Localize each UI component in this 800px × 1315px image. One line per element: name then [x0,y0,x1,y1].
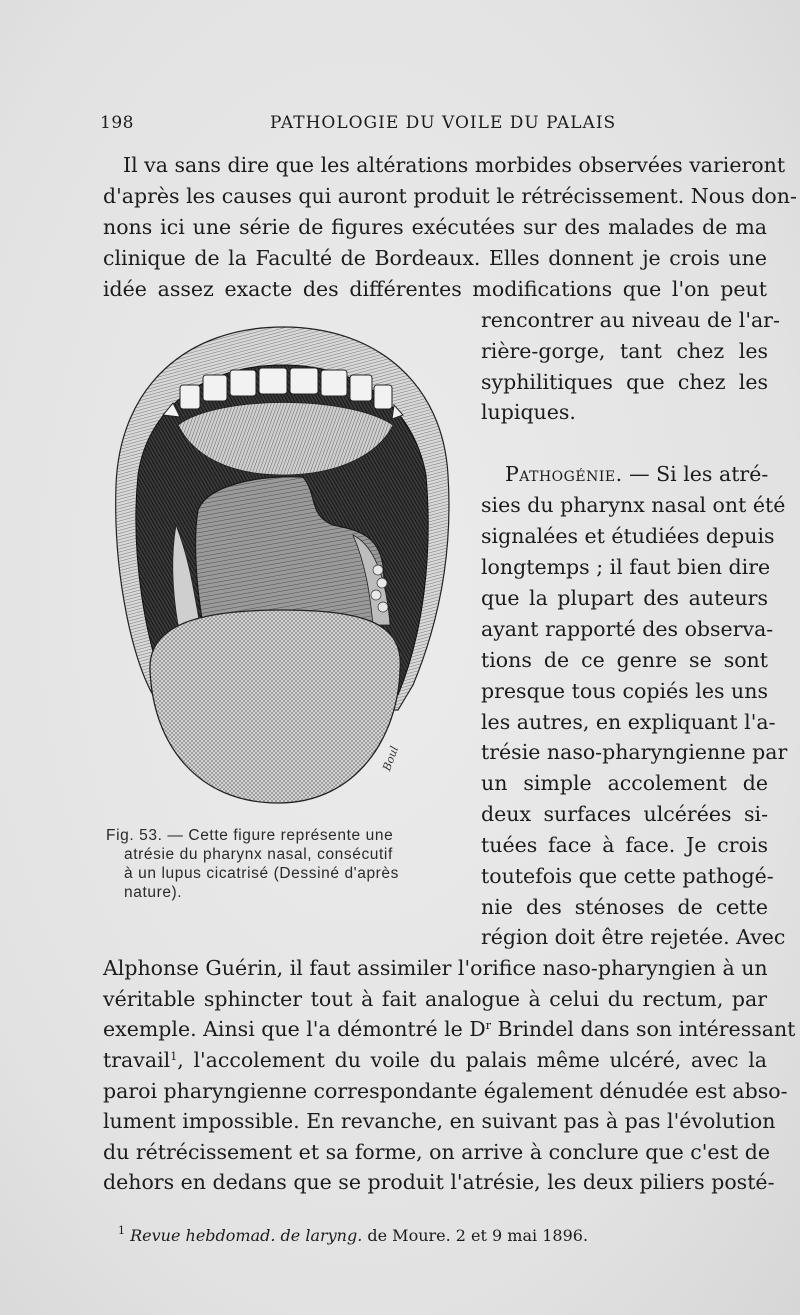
text-line: trésie naso-pharyngienne par [481,740,788,764]
text-line: longtemps ; il faut bien dire [481,555,771,579]
text-line: les autres, en expliquant l'a- [481,710,776,734]
figure-caption: Fig. 53. — Cette figure représente une atrésie du pharynx nasal, consécutif à un lupus cicatrisé (Dessiné d'après nature). [106,827,400,901]
text-line: région doit être rejetée. Avec [481,925,786,949]
mouth-illustration [108,325,458,805]
text-line: tions de ce genre se sont [481,648,768,672]
text-line: lument impossible. En revanche, en suivant pas à pas l'évolution [103,1109,776,1133]
text-line: clinique de la Faculté de Bordeaux. Elles donnent je crois une [103,246,767,270]
text-line: exemple. Ainsi que l'a démontré le $D^r$ Brindel dans son intéressant [103,1017,796,1041]
text-line: un simple accolement de [481,771,768,795]
text-line: rencontrer au niveau de l'ar- [481,308,780,332]
text-line: nons ici une série de figures exécutées sur des malades de ma [103,215,767,239]
text-line: que la plupart des auteurs [481,586,768,610]
text-line: travail$^1$, l'accolement du voile du palais même ulcéré, avec la [103,1048,767,1072]
text-line: toutefois que cette pathogé- [481,864,774,888]
text-line: ayant rapporté des observa- [481,617,774,641]
text-line: syphilitiques que chez les [481,370,768,394]
footnote: $^1$ Revue hebdomad. de laryng. de Moure. 2 et 9 mai 1896. [118,1224,589,1245]
running-title: PATHOLOGIE DU VOILE DU PALAIS [270,113,617,133]
text-line: presque tous copiés les uns [481,679,768,703]
text-line: véritable sphincter tout à fait analogue à celui du rectum, par [103,987,767,1011]
text-line: d'après les causes qui auront produit le rétrécissement. Nous don- [103,184,797,208]
text-line: rière-gorge, tant chez les [481,339,768,363]
section-heading-line: Pathogénie. — Si les atré- [505,462,769,486]
artist-signature: Boul [380,744,402,773]
text-line: paroi pharyngienne correspondante également dénudée est abso- [103,1079,788,1103]
text-line: idée assez exacte des différentes modifications que l'on peut [103,277,767,301]
text-line: tuées face à face. Je crois [481,833,768,857]
text-line: signalées et étudiées depuis [481,524,775,548]
text-line: nie des sténoses de cette [481,895,768,919]
footnote-reference: 1 [170,1050,178,1063]
text-line: dehors en dedans que se produit l'atrésie, les deux piliers posté- [103,1170,775,1194]
text-line: Il va sans dire que les altérations morbides observées varieront [123,153,786,177]
section-heading: Pathogénie. [505,462,623,486]
text-line: Alphonse Guérin, il faut assimiler l'orifice naso-pharyngien à un [103,956,768,980]
page-number: 198 [100,113,134,133]
running-header [100,113,760,139]
text-line: sies du pharynx nasal ont été [481,493,786,517]
text-line: lupiques. [481,400,576,424]
text-line: du rétrécissement et sa forme, on arrive à conclure que c'est de [103,1140,771,1164]
text-line: deux surfaces ulcérées si- [481,802,768,826]
